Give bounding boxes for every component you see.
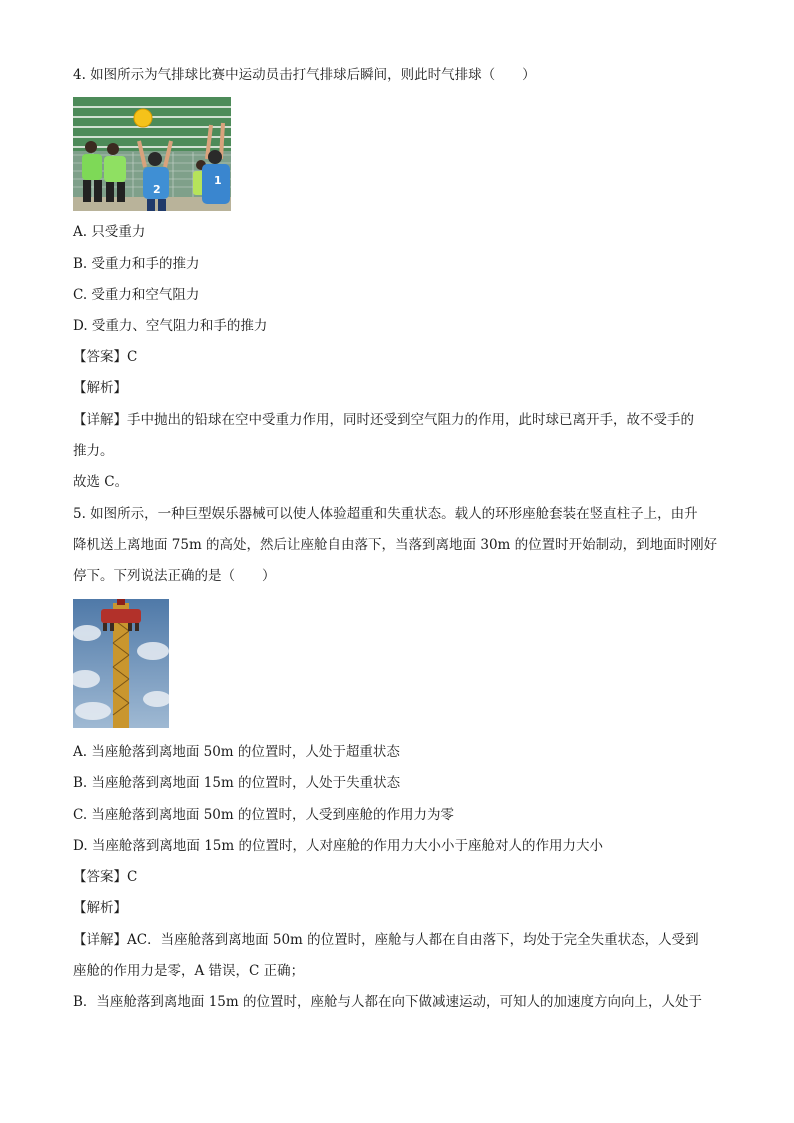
q5-detail-line-1: 【详解】AC．当座舱落到离地面 50m 的位置时，座舱与人都在自由落下，均处于完全失重状态，人受到 [73,932,699,948]
q4-detail-line-2: 推力。 [73,443,114,459]
q5-option-b: B. 当座舱落到离地面 15m 的位置时，人处于失重状态 [73,775,401,791]
q5-detail-line-3: B．当座舱落到离地面 15m 的位置时，座舱与人都在向下做减速运动，可知人的加速度方向向上，人处于 [73,994,702,1010]
question-5-stem-line-1: 5. 如图所示，一种巨型娱乐器械可以使人体验超重和失重状态。载人的环形座舱套装在竖直柱子上，由升 [73,506,698,522]
question-5-stem-line-3: 停下。下列说法正确的是（ ） [73,568,276,584]
q4-answer: 【答案】C [73,349,138,365]
question-5-stem-line-2: 降机送上离地面 75m 的高处，然后让座舱自由落下，当落到离地面 30m 的位置时开始制动，到地面时刚好 [73,537,718,553]
ring-gondola [101,609,141,623]
q5-option-d: D. 当座舱落到离地面 15m 的位置时，人对座舱的作用力大小小于座舱对人的作用力大小 [73,838,603,854]
q5-option-c: C. 当座舱落到离地面 50m 的位置时，人受到座舱的作用力为零 [73,807,454,823]
q4-conclusion: 故选 C。 [73,474,129,490]
q4-analysis-label: 【解析】 [73,380,127,396]
q5-analysis-label: 【解析】 [73,900,127,916]
q4-option-b: B. 受重力和手的推力 [73,256,200,272]
drop-tower-photo [73,599,169,728]
q5-option-a: A. 当座舱落到离地面 50m 的位置时，人处于超重状态 [73,744,400,760]
question-4-stem: 4. 如图所示为气排球比赛中运动员击打气排球后瞬间，则此时气排球（ ） [73,67,536,83]
drop-tower-illustration [73,599,169,728]
q5-detail-line-2: 座舱的作用力是零，A 错误，C 正确； [73,963,305,979]
q4-option-c: C. 受重力和空气阻力 [73,287,200,303]
player-number-1: 1 [214,174,222,187]
volleyball-photo [73,97,231,211]
q4-detail-line-1: 【详解】手中抛出的铅球在空中受重力作用，同时还受到空气阻力的作用，此时球已离开手，故不受手的 [73,412,694,428]
player-number-2: 2 [153,183,161,196]
volleyball-ball [134,109,152,127]
q4-option-d: D. 受重力、空气阻力和手的推力 [73,318,268,334]
volleyball-illustration [73,97,231,211]
q5-answer: 【答案】C [73,869,138,885]
q4-option-a: A. 只受重力 [73,224,146,240]
